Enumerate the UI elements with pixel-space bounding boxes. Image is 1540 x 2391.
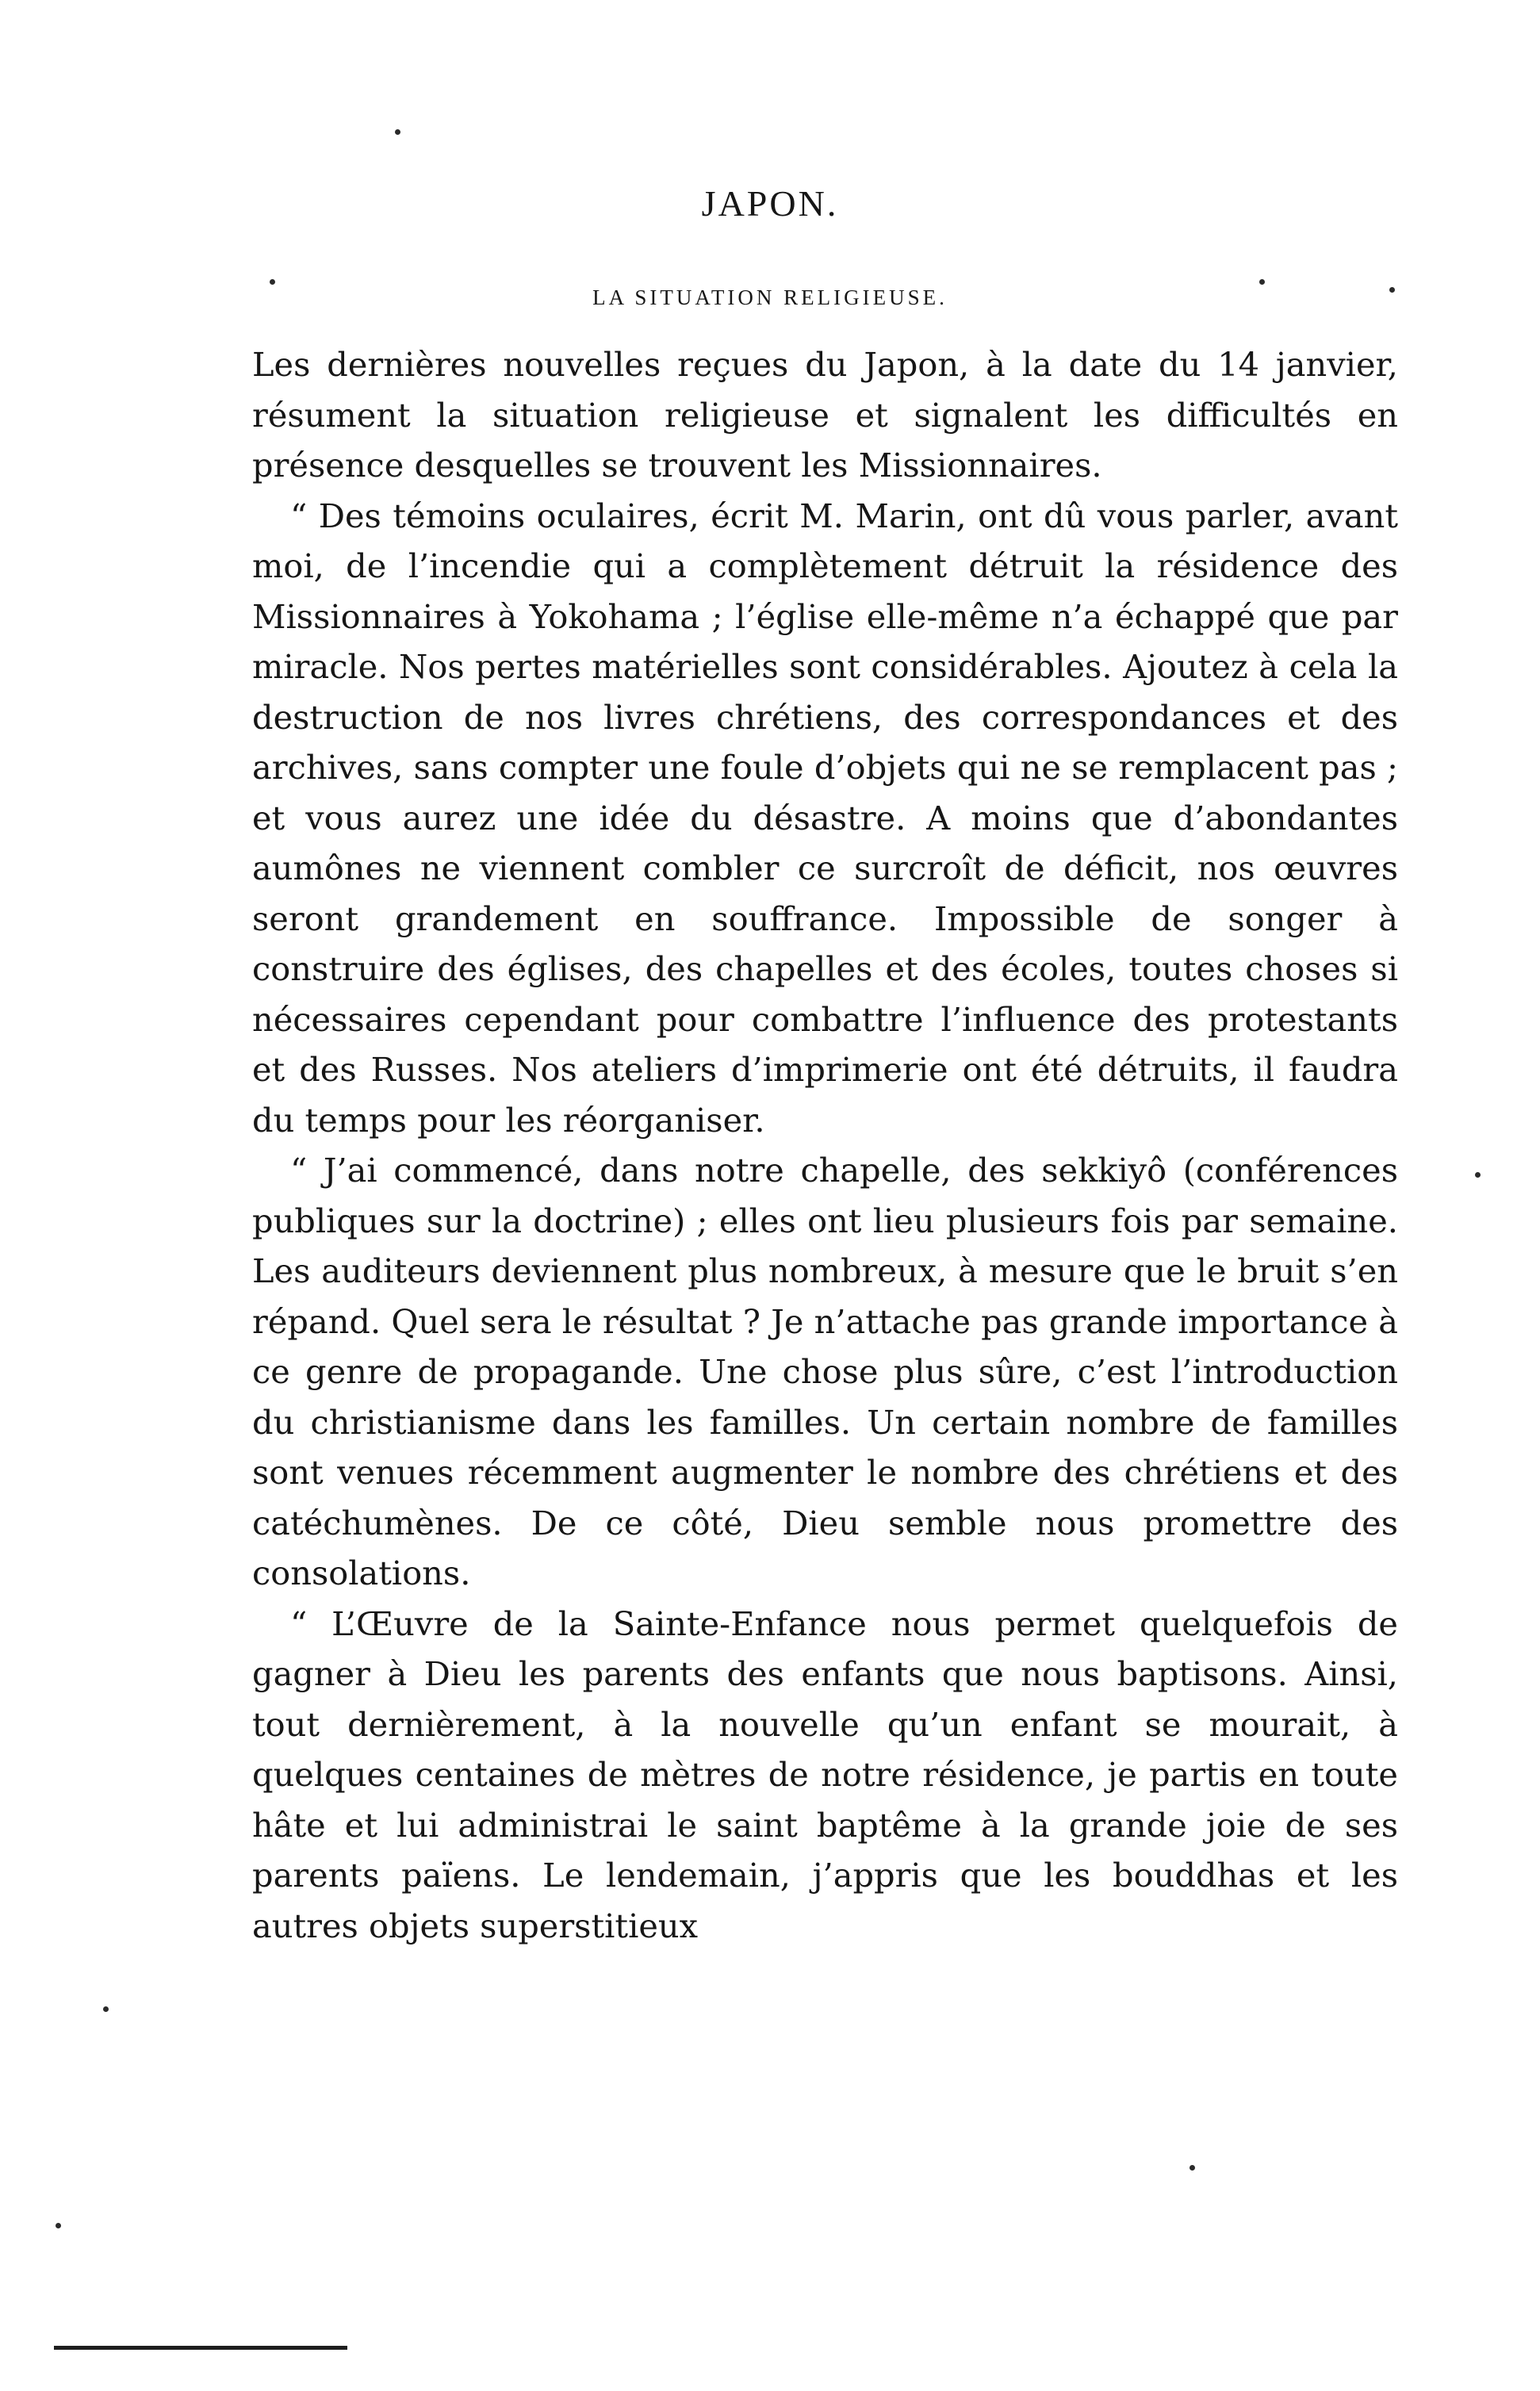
ink-speck <box>1259 279 1265 285</box>
page-title: JAPON. <box>701 183 839 224</box>
ink-speck <box>1189 2165 1195 2171</box>
footer-rule <box>54 2346 347 2350</box>
paragraph-4: “ L’Œuvre de la Sainte-Enfance nous permet quelquefois de gagner à Dieu les parents des enfants que nous baptisons. Ainsi, tout dernièrement, à la nouvelle qu’un enfant se mourait, à quelques centaines de mètres de notre résidence, je partis en toute hâte et lui administrai le saint baptême à la grande joie de ses parents païens. Le lendemain, j’appris que les bouddhas et les autres objets superstitieux <box>252 1604 1398 1945</box>
paragraph-2: “ Des témoins oculaires, écrit M. Marin, ont dû vous parler, avant moi, de l’incendie qui a complètement détruit la résidence des Missionnaires à Yokohama ; l’église elle-même n’a échappé que par miracle. Nos pertes matérielles sont considérables. Ajoutez à cela la destruction de nos livres chrétiens, des correspondances et des archives, sans compter une foule d’objets qui ne se remplacent pas ; et vous aurez une idée du désastre. A moins que d’abondantes aumônes ne viennent combler ce surcroît de déficit, nos œuvres seront grandement en souffrance. Impossible de songer à construire des églises, des chapelles et des écoles, toutes choses si nécessaires cependant pour combattre l’influence des protestants et des Russes. Nos ateliers d’imprimerie ont été détruits, il faudra du temps pour les réorganiser. <box>252 496 1398 1140</box>
ink-speck <box>1389 287 1395 293</box>
ink-speck <box>103 2006 109 2012</box>
paragraph-1: Les dernières nouvelles reçues du Japon, à la date du 14 janvier, résument la situation religieuse et signalent les difficultés en présence desquelles se trouvent les Missionnaires. <box>252 345 1398 485</box>
ink-speck <box>270 279 275 285</box>
section-subtitle: LA SITUATION RELIGIEUSE. <box>592 285 948 309</box>
ink-speck <box>395 129 400 135</box>
paragraph-3: “ J’ai commencé, dans notre chapelle, des sekkiyô (conférences publiques sur la doctrine) ; elles ont lieu plusieurs fois par semaine. Les auditeurs deviennent plus nombreux, à mesure que le bruit s’en répand. Quel sera le résultat ? Je n’attache pas grande importance à ce genre de propagande. Une chose plus sûre, c’est l’introduction du christianisme dans les familles. Un certain nombre de familles sont venues récemment augmenter le nombre des chrétiens et des catéchumènes. De ce côté, Dieu semble nous promettre des consolations. <box>252 1151 1398 1592</box>
body-text <box>252 339 1398 1951</box>
ink-speck <box>56 2223 61 2228</box>
ink-speck <box>1475 1172 1481 1178</box>
